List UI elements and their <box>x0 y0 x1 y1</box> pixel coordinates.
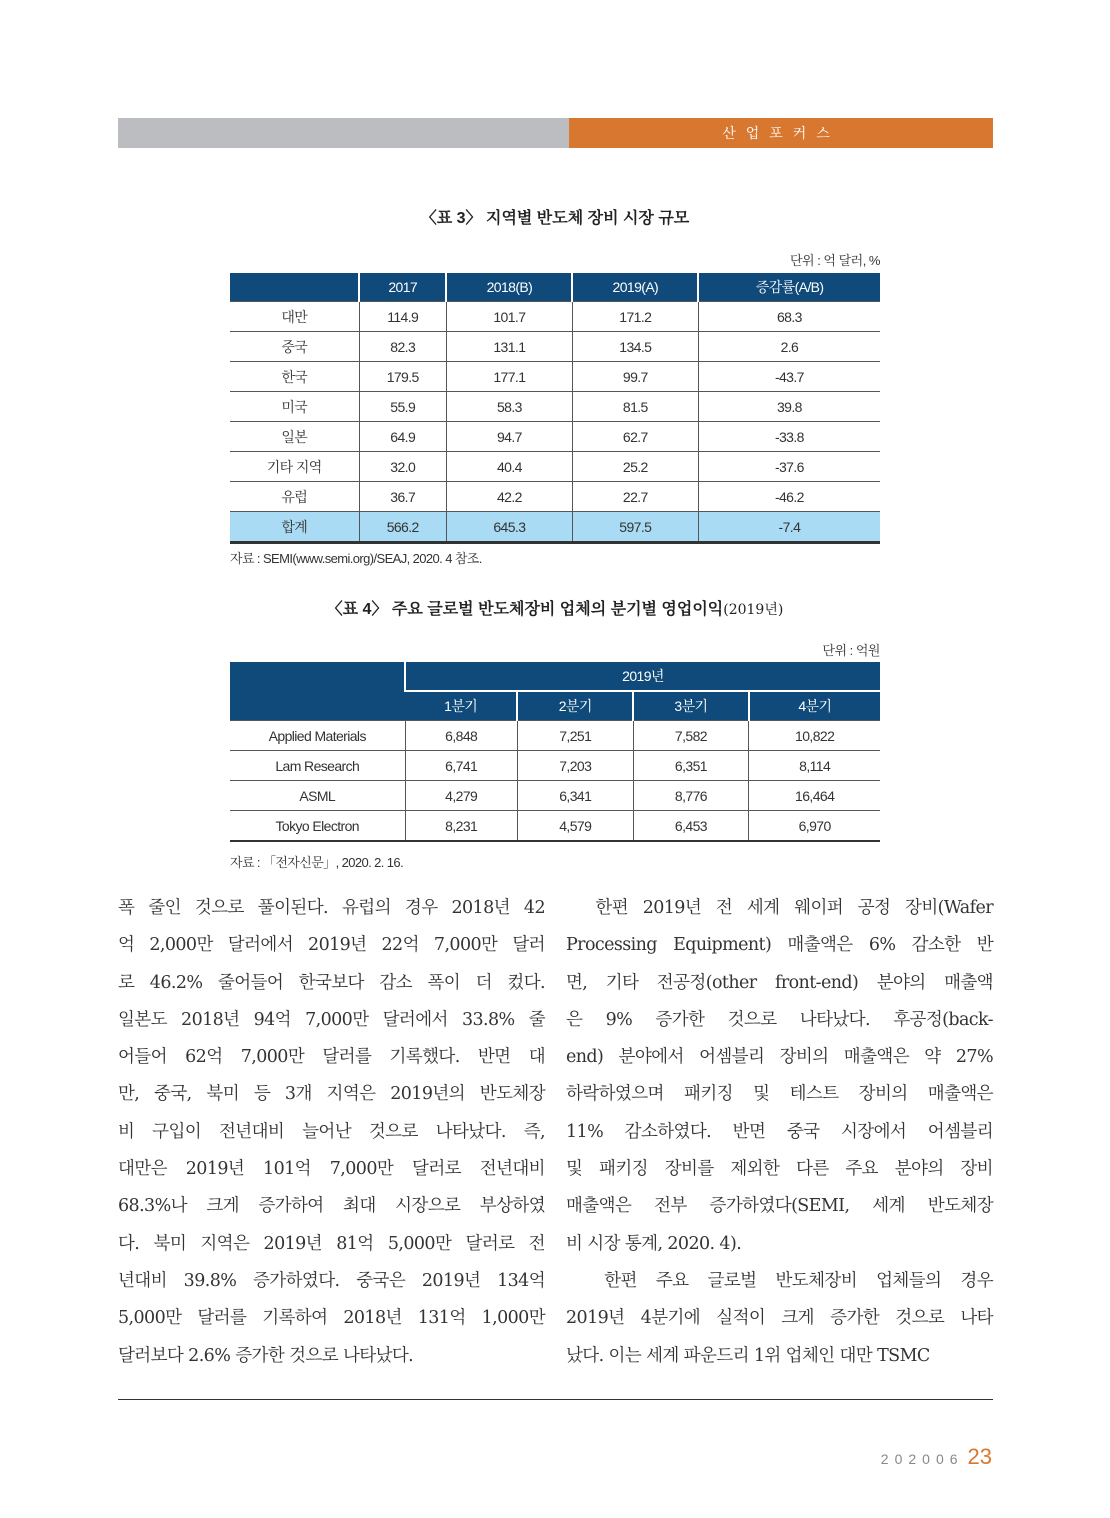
table3-row <box>230 332 880 362</box>
value-cell: 8,776 <box>633 781 749 811</box>
quarter-header: 1분기 <box>405 691 517 721</box>
table3-source: 자료 : SEMI(www.semi.org)/SEAJ, 2020. 4 참조. <box>230 551 482 566</box>
page-number: 23 <box>967 1444 992 1469</box>
table4-corner <box>230 662 405 721</box>
body-line: 11% 감소하였다. 반면 중국 시장에서 어셈블리 <box>566 1121 993 1142</box>
value-cell: 171.2 <box>572 302 698 332</box>
company-cell: Tokyo Electron <box>230 811 405 842</box>
body-line: Processing Equipment) 매출액은 6% 감소한 반 <box>566 935 993 956</box>
table3-row <box>230 452 880 482</box>
value-cell: 597.5 <box>572 512 698 543</box>
footer-rule <box>118 1399 993 1400</box>
value-cell: 2.6 <box>698 332 880 362</box>
body-line: 년대비 39.8% 증가하였다. 중국은 2019년 134억 <box>118 1270 545 1291</box>
value-cell: 82.3 <box>359 332 446 362</box>
value-cell: 25.2 <box>572 452 698 482</box>
body-column-left <box>118 890 545 1375</box>
body-line: 2019년 4분기에 실적이 크게 증가한 것으로 나타 <box>566 1308 993 1329</box>
value-cell: 68.3 <box>698 302 880 332</box>
company-cell: Lam Research <box>230 751 405 781</box>
quarter-header: 3분기 <box>633 691 749 721</box>
value-cell: 114.9 <box>359 302 446 332</box>
body-line: 한편 2019년 전 세계 웨이퍼 공정 장비(Wafer <box>566 898 993 918</box>
body-line: 폭 줄인 것으로 풀이된다. 유럽의 경우 2018년 42 <box>118 898 545 918</box>
body-line: 대만은 2019년 101억 7,000만 달러로 전년대비 <box>118 1159 545 1180</box>
body-line: 어들어 62억 7,000만 달러를 기록했다. 반면 대 <box>118 1047 545 1068</box>
value-cell: 645.3 <box>446 512 572 543</box>
region-cell: 기타 지역 <box>230 452 359 482</box>
value-cell: 4,279 <box>405 781 517 811</box>
value-cell: 8,231 <box>405 811 517 842</box>
body-line: 매출액은 전부 증가하였다(SEMI, 세계 반도체장 <box>566 1196 993 1217</box>
table4-source: 자료 : 「전자신문」, 2020. 2. 16. <box>230 855 404 870</box>
value-cell: 131.1 <box>446 332 572 362</box>
value-cell: -46.2 <box>698 482 880 512</box>
company-cell: Applied Materials <box>230 721 405 751</box>
region-cell: 일본 <box>230 422 359 452</box>
body-line: 달러보다 2.6% 증가한 것으로 나타났다. <box>118 1345 414 1366</box>
table4-row <box>230 721 880 751</box>
body-line: 났다. 이는 세계 파운드리 1위 업체인 대만 TSMC <box>566 1345 930 1366</box>
value-cell: 6,848 <box>405 721 517 751</box>
body-column-right <box>566 890 993 1375</box>
table4-unit: 단위 : 억원 <box>822 643 880 658</box>
body-line: 5,000만 달러를 기록하여 2018년 131억 1,000만 <box>118 1308 545 1329</box>
region-cell: 중국 <box>230 332 359 362</box>
value-cell: 6,351 <box>633 751 749 781</box>
table3-column-header: 2019(A) <box>572 273 698 302</box>
table4-row <box>230 811 880 842</box>
header-bar-gray <box>118 118 569 148</box>
value-cell: -7.4 <box>698 512 880 543</box>
table3-row <box>230 362 880 392</box>
table3-title: 〈표 3〉 지역별 반도체 장비 시장 규모 <box>420 210 690 227</box>
body-line: 비 구입이 전년대비 늘어난 것으로 나타났다. 즉, <box>118 1121 545 1142</box>
body-line: 하락하였으며 패키징 및 테스트 장비의 매출액은 <box>566 1084 993 1105</box>
table3-row <box>230 482 880 512</box>
body-line: 일본도 2018년 94억 7,000만 달러에서 33.8% 줄 <box>118 1009 545 1030</box>
value-cell: 6,453 <box>633 811 749 842</box>
value-cell: 7,582 <box>633 721 749 751</box>
table3-row <box>230 392 880 422</box>
issue-number: 202006 <box>880 1451 964 1467</box>
value-cell: 6,741 <box>405 751 517 781</box>
value-cell: 6,341 <box>517 781 633 811</box>
value-cell: 36.7 <box>359 482 446 512</box>
table3-column-header <box>230 273 359 302</box>
value-cell: 7,251 <box>517 721 633 751</box>
value-cell: 58.3 <box>446 392 572 422</box>
value-cell: -33.8 <box>698 422 880 452</box>
region-cell: 미국 <box>230 392 359 422</box>
body-line: 다. 북미 지역은 2019년 81억 5,000만 달러로 전 <box>118 1233 545 1254</box>
value-cell: 40.4 <box>446 452 572 482</box>
value-cell: -37.6 <box>698 452 880 482</box>
value-cell: 10,822 <box>749 721 880 751</box>
region-cell: 한국 <box>230 362 359 392</box>
table3-row <box>230 422 880 452</box>
value-cell: 8,114 <box>749 751 880 781</box>
value-cell: 177.1 <box>446 362 572 392</box>
table4-row <box>230 751 880 781</box>
company-cell: ASML <box>230 781 405 811</box>
value-cell: 62.7 <box>572 422 698 452</box>
value-cell: 55.9 <box>359 392 446 422</box>
region-cell: 대만 <box>230 302 359 332</box>
value-cell: 42.2 <box>446 482 572 512</box>
body-line: 및 패키징 장비를 제외한 다른 주요 분야의 장비 <box>566 1159 993 1180</box>
footer <box>881 1444 992 1470</box>
table4-title <box>0 596 1110 619</box>
value-cell: 7,203 <box>517 751 633 781</box>
value-cell: 99.7 <box>572 362 698 392</box>
value-cell: 16,464 <box>749 781 880 811</box>
region-cell: 합계 <box>230 512 359 543</box>
table4-row <box>230 781 880 811</box>
section-label: 산업포커스 <box>569 118 993 148</box>
body-line: end) 분야에서 어셈블리 장비의 매출액은 약 27% <box>566 1047 993 1068</box>
table4-title-year: (2019년) <box>723 602 784 618</box>
body-line: 만, 중국, 북미 등 3개 지역은 2019년의 반도체장 <box>118 1084 545 1105</box>
table3-column-header: 2017 <box>359 273 446 302</box>
body-line: 억 2,000만 달러에서 2019년 22억 7,000만 달러 <box>118 935 545 956</box>
body-line: 은 9% 증가한 것으로 나타났다. 후공정(back- <box>566 1009 993 1030</box>
value-cell: 22.7 <box>572 482 698 512</box>
value-cell: 566.2 <box>359 512 446 543</box>
table3-column-header: 2018(B) <box>446 273 572 302</box>
table4-title-text: 〈표 4〉 주요 글로벌 반도체장비 업체의 분기별 영업이익 <box>326 601 724 618</box>
value-cell: 179.5 <box>359 362 446 392</box>
value-cell: 134.5 <box>572 332 698 362</box>
value-cell: 4,579 <box>517 811 633 842</box>
table4 <box>230 662 880 842</box>
body-line: 면, 기타 전공정(other front-end) 분야의 매출액 <box>566 972 993 993</box>
value-cell: 32.0 <box>359 452 446 482</box>
value-cell: 101.7 <box>446 302 572 332</box>
body-line: 비 시장 통계, 2020. 4). <box>566 1233 742 1254</box>
table3-total-row <box>230 512 880 543</box>
body-line: 68.3%나 크게 증가하여 최대 시장으로 부상하였 <box>118 1196 545 1217</box>
table4-year-header: 2019년 <box>405 662 880 691</box>
quarter-header: 4분기 <box>749 691 880 721</box>
table3-row <box>230 302 880 332</box>
value-cell: 64.9 <box>359 422 446 452</box>
value-cell: 81.5 <box>572 392 698 422</box>
value-cell: 94.7 <box>446 422 572 452</box>
table3-column-header: 증감률(A/B) <box>698 273 880 302</box>
region-cell: 유럽 <box>230 482 359 512</box>
quarter-header: 2분기 <box>517 691 633 721</box>
table3-unit: 단위 : 억 달러, % <box>789 253 880 268</box>
value-cell: 6,970 <box>749 811 880 842</box>
value-cell: -43.7 <box>698 362 880 392</box>
body-line: 한편 주요 글로벌 반도체장비 업체들의 경우 <box>566 1270 993 1291</box>
table3 <box>230 273 880 544</box>
body-line: 로 46.2% 줄어들어 한국보다 감소 폭이 더 컸다. <box>118 972 545 993</box>
value-cell: 39.8 <box>698 392 880 422</box>
